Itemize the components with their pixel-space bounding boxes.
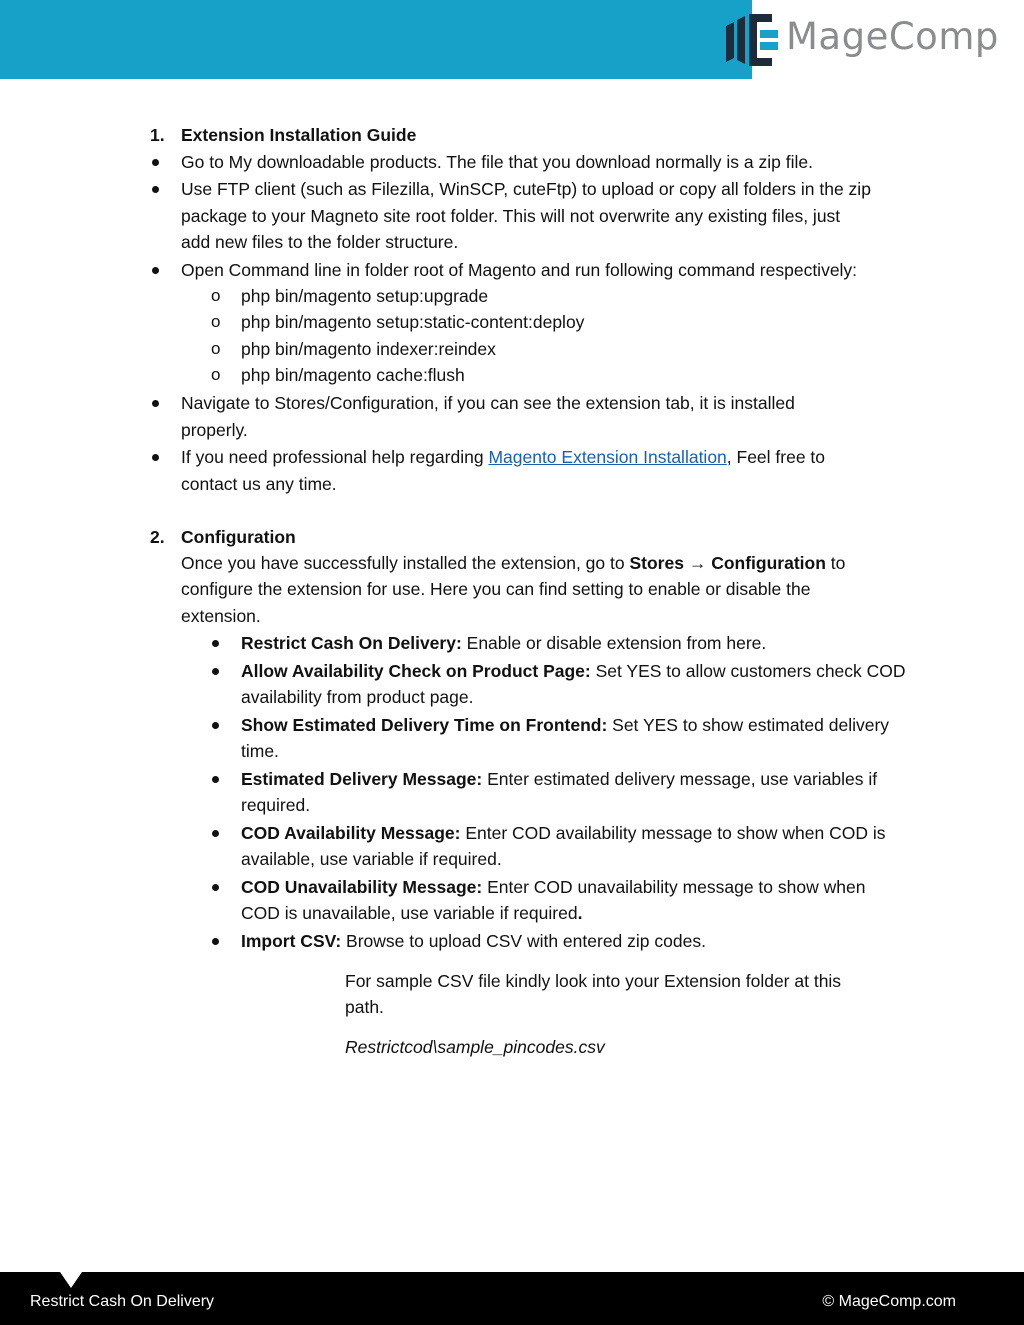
csv-path-text: Restrictcod\sample_pincodes.csv (345, 1037, 605, 1057)
intro-stores: Stores (629, 553, 684, 573)
section-title-installation: Extension Installation Guide (181, 125, 417, 145)
config-item-text: Enter COD availability message to show when COD is (460, 823, 886, 843)
config-item-restrict-cod (241, 630, 766, 657)
footer-copyright: © MageComp.com (822, 1293, 956, 1310)
config-item-label: Restrict Cash On Delivery: (241, 633, 462, 653)
bullet-icon (212, 938, 219, 945)
bullet-icon (212, 830, 219, 837)
help-text-prefix: If you need professional help regarding (181, 447, 489, 467)
bullet-icon (212, 722, 219, 729)
magento-extension-installation-link[interactable]: Magento Extension Installation (488, 447, 727, 467)
config-item-estimated-time (241, 712, 889, 739)
command-cache-flush: php bin/magento cache:flush (241, 365, 465, 385)
config-item-import-csv (241, 928, 706, 955)
config-item-cont-period: . (577, 903, 583, 923)
footer-document-title: Restrict Cash On Delivery (30, 1293, 215, 1310)
config-item-estimated-time-cont: time. (241, 741, 279, 761)
installation-step-navigate-line2: properly. (181, 420, 248, 440)
bullet-icon (212, 668, 219, 675)
section-number: 1. (150, 125, 165, 145)
bullet-icon (152, 454, 159, 461)
bullet-icon (212, 884, 219, 891)
magecomp-logo (722, 8, 1022, 72)
bullet-icon (152, 400, 159, 407)
section-number: 2. (150, 527, 165, 547)
command-indexer-reindex: php bin/magento indexer:reindex (241, 339, 496, 359)
config-item-cod-unavailability (241, 874, 865, 901)
config-item-text: Set YES to show estimated delivery (607, 715, 890, 735)
config-item-delivery-message-cont: required. (241, 795, 311, 815)
command-setup-upgrade: php bin/magento setup:upgrade (241, 286, 489, 306)
installation-step-ftp-line1: Use FTP client (such as Filezilla, WinSCP, cuteFtp) to upload or copy all folders in the zip (181, 179, 871, 199)
section-title-configuration: Configuration (181, 527, 296, 547)
csv-path (345, 1034, 605, 1061)
circle-bullet-icon: o (211, 286, 221, 305)
config-item-label: COD Availability Message: (241, 823, 461, 843)
command-static-content-deploy: php bin/magento setup:static-content:deploy (241, 312, 585, 332)
arrow-right-icon: → (688, 553, 707, 573)
help-text-suffix: , Feel free to (726, 447, 826, 467)
bullet-icon (212, 640, 219, 647)
config-item-label: COD Unavailability Message: (241, 877, 483, 897)
config-item-availability-check-cont: availability from product page. (241, 687, 474, 707)
installation-step-download: Go to My downloadable products. The file that you download normally is a zip file. (181, 152, 813, 172)
config-item-text: Enter estimated delivery message, use variables if (482, 769, 878, 789)
config-item-cod-availability-cont: available, use variable if required. (241, 849, 502, 869)
configuration-intro-line2: configure the extension for use. Here you can find setting to enable or disable the (181, 579, 811, 599)
installation-step-ftp-line3: add new files to the folder structure. (181, 232, 459, 252)
installation-step-help (181, 444, 825, 471)
configuration-intro-line1 (181, 550, 845, 577)
config-item-label: Estimated Delivery Message: (241, 769, 483, 789)
magecomp-logo-icon (722, 8, 780, 72)
config-item-label: Show Estimated Delivery Time on Frontend: (241, 715, 608, 735)
installation-step-command-line: Open Command line in folder root of Magento and run following command respectively: (181, 260, 858, 280)
footer-notch-icon (60, 1272, 82, 1288)
installation-step-ftp-line2: package to your Magneto site root folder. This will not overwrite any existing files, just (181, 206, 841, 226)
page-footer (0, 1272, 1024, 1325)
config-item-cont-text: COD is unavailable, use variable if required (241, 903, 578, 923)
config-item-label: Import CSV: (241, 931, 342, 951)
config-item-availability-check (241, 658, 906, 685)
installation-step-help-line2: contact us any time. (181, 474, 337, 494)
config-item-delivery-message (241, 766, 877, 793)
intro-prefix: Once you have successfully installed the extension, go to (181, 553, 630, 573)
config-item-text: Enter COD unavailability message to show when (482, 877, 866, 897)
bullet-icon (152, 267, 159, 274)
config-item-cod-unavailability-cont (241, 900, 582, 927)
config-item-text: Enable or disable extension from here. (461, 633, 767, 653)
header-band (0, 0, 752, 79)
config-item-label: Allow Availability Check on Product Page: (241, 661, 591, 681)
intro-configuration: Configuration (711, 553, 826, 573)
configuration-intro-line3: extension. (181, 606, 261, 626)
config-item-cod-availability (241, 820, 886, 847)
bullet-icon (152, 186, 159, 193)
circle-bullet-icon: o (211, 312, 221, 331)
config-item-text: Browse to upload CSV with entered zip codes. (341, 931, 706, 951)
circle-bullet-icon: o (211, 365, 221, 384)
bullet-icon (212, 776, 219, 783)
csv-note-line2: path. (345, 997, 384, 1017)
csv-note-line1: For sample CSV file kindly look into your Extension folder at this (345, 971, 842, 991)
circle-bullet-icon: o (211, 339, 221, 358)
config-item-text: Set YES to allow customers check COD (590, 661, 906, 681)
installation-step-navigate-line1: Navigate to Stores/Configuration, if you can see the extension tab, it is installed (181, 393, 795, 413)
brand-name: MageComp (786, 14, 999, 58)
bullet-icon (152, 159, 159, 166)
intro-suffix: to (825, 553, 846, 573)
